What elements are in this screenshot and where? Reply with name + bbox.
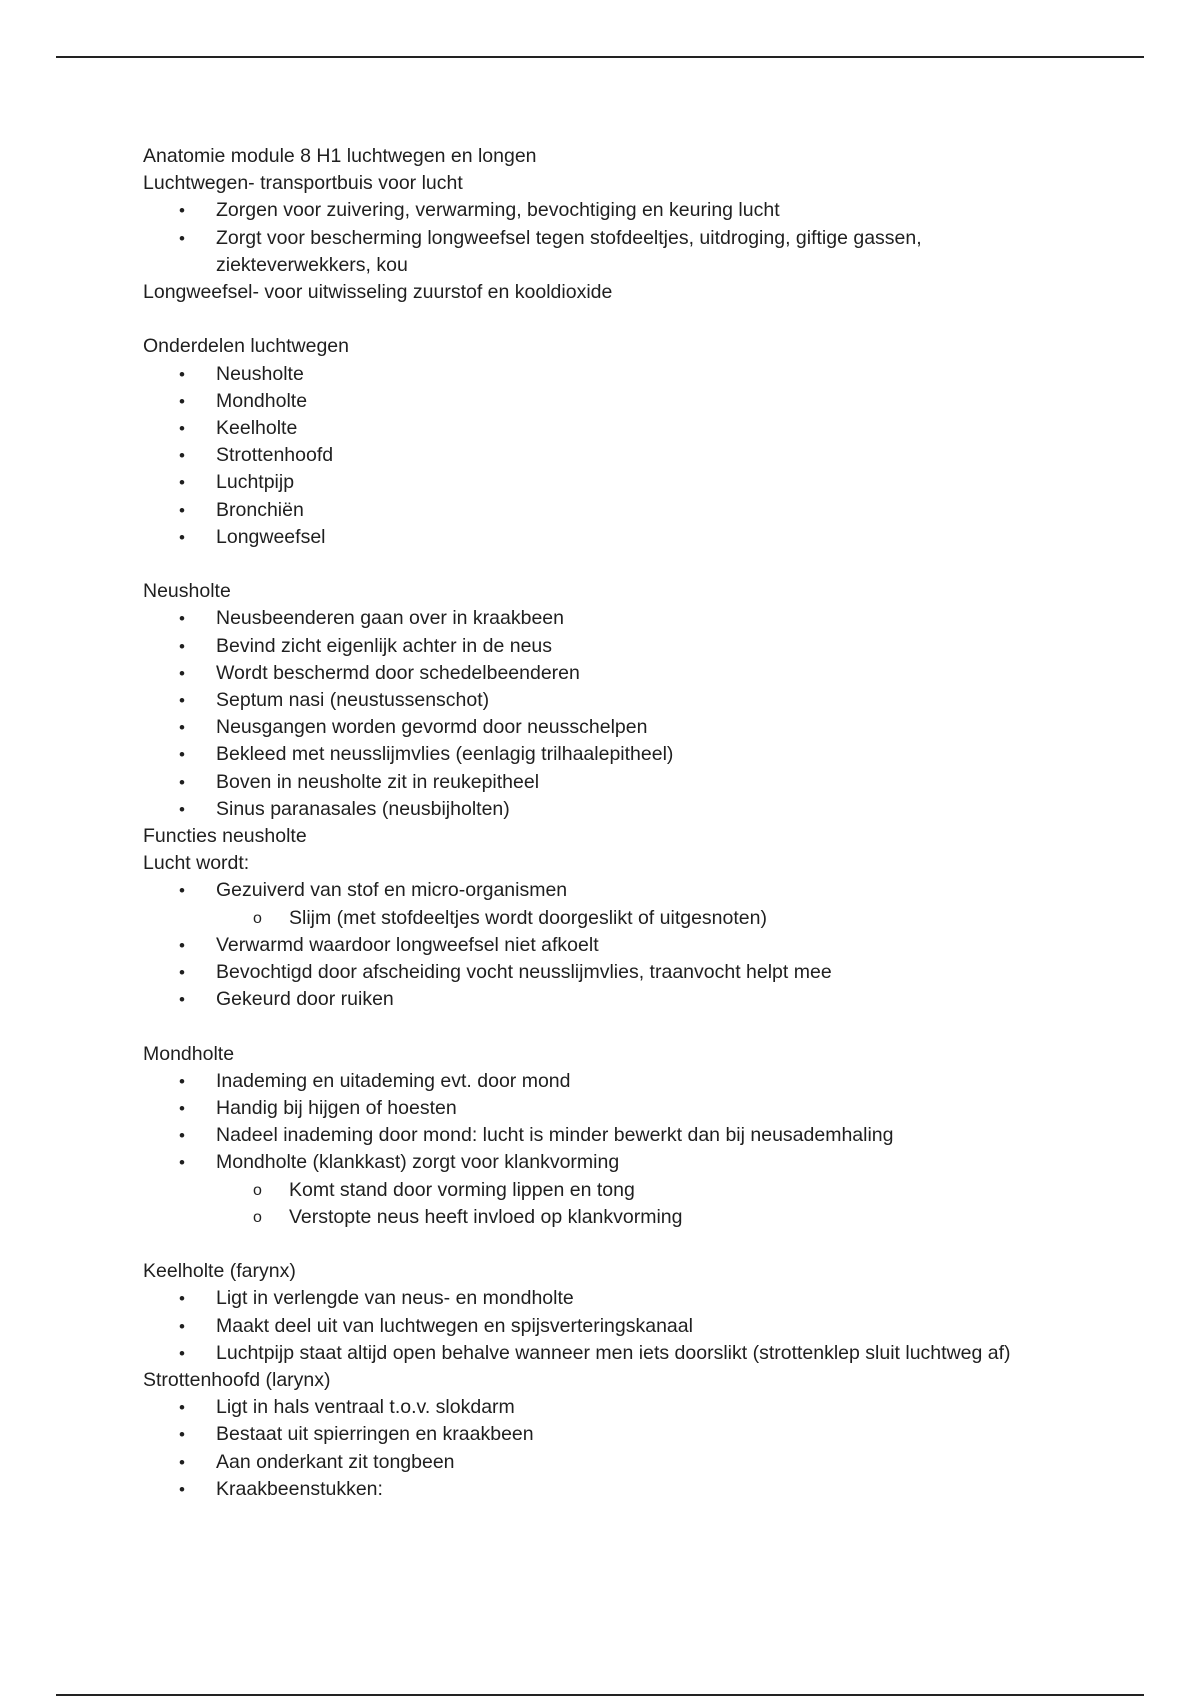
- bullet-text: Gekeurd door ruiken: [216, 988, 394, 1011]
- blank-line: [143, 551, 1043, 578]
- bullet-item: [143, 469, 1043, 496]
- sub-bullet-marker: o: [253, 1208, 262, 1226]
- bullet-item: [143, 1122, 1043, 1149]
- bullet-item: [143, 1421, 1043, 1448]
- bullet-item: [143, 1068, 1043, 1095]
- bullet-marker: •: [179, 1479, 185, 1499]
- bullet-text: Luchtpijp staat altijd open behalve wanneer men iets doorslikt (strottenklep sluit luchtweg af): [216, 1341, 1011, 1364]
- bullet-item: [143, 1095, 1043, 1122]
- bullet-text: Bestaat uit spierringen en kraakbeen: [216, 1423, 534, 1446]
- bullet-marker: •: [179, 881, 185, 901]
- bullet-item: [143, 741, 1043, 768]
- bullet-marker: •: [179, 691, 185, 711]
- bullet-marker: •: [179, 935, 185, 955]
- bullet-text: Kraakbeenstukken:: [216, 1477, 383, 1500]
- bullet-text: Zorgen voor zuivering, verwarming, bevochtiging en keuring lucht: [216, 199, 780, 222]
- bullet-marker: •: [179, 391, 185, 411]
- bullet-text: Aan onderkant zit tongbeen: [216, 1450, 455, 1473]
- bullet-text: Mondholte: [216, 389, 308, 412]
- paragraph: Longweefsel- voor uitwisseling zuurstof en kooldioxide: [143, 281, 613, 304]
- bullet-item: [143, 1149, 1043, 1176]
- bullet-item: [143, 415, 1043, 442]
- sub-bullet-marker: o: [253, 909, 262, 927]
- bullet-item: [143, 197, 1043, 224]
- bullet-text: Boven in neusholte zit in reukepitheel: [216, 770, 540, 793]
- bullet-item: [143, 524, 1043, 551]
- paragraph: Lucht wordt:: [143, 852, 250, 875]
- bullet-marker: •: [179, 473, 185, 493]
- bullet-text: Luchtpijp: [216, 471, 295, 494]
- bullet-text: Inademing en uitademing evt. door mond: [216, 1069, 571, 1092]
- bullet-item: [143, 225, 1043, 279]
- bullet-item: [143, 1313, 1043, 1340]
- bullet-marker: •: [179, 745, 185, 765]
- paragraph: Anatomie module 8 H1 luchtwegen en longen: [143, 145, 537, 167]
- bullet-item: [143, 605, 1043, 632]
- bullet-text: Verstopte neus heeft invloed op klankvorming: [289, 1205, 683, 1228]
- bullet-marker: •: [179, 718, 185, 738]
- bullet-text: Sinus paranasales (neusbijholten): [216, 797, 510, 820]
- bullet-item: [143, 959, 1043, 986]
- bullet-text: Keelholte: [216, 417, 298, 440]
- bullet-text: Maakt deel uit van luchtwegen en spijsverteringskanaal: [216, 1314, 693, 1337]
- paragraph: Neusholte: [143, 580, 231, 603]
- bullet-text: Gezuiverd van stof en micro-organismen: [216, 879, 568, 902]
- bullet-item: [143, 388, 1043, 415]
- bullet-item: [143, 1340, 1043, 1367]
- paragraph: Onderdelen luchtwegen: [143, 335, 349, 358]
- bullet-item: [143, 714, 1043, 741]
- paragraph: Luchtwegen- transportbuis voor lucht: [143, 172, 463, 195]
- paragraph: Mondholte: [143, 1042, 235, 1065]
- sub-bullet-item: [143, 1204, 1043, 1231]
- bullet-text: Handig bij hijgen of hoesten: [216, 1097, 457, 1120]
- bullet-text: Neusholte: [216, 362, 304, 385]
- bullet-marker: •: [179, 636, 185, 656]
- paragraph: Strottenhoofd (larynx): [143, 1369, 331, 1392]
- bullet-item: [143, 932, 1043, 959]
- bullet-item: [143, 633, 1043, 660]
- bullet-marker: •: [179, 799, 185, 819]
- bullet-text: Zorgt voor bescherming longweefsel tegen stofdeeltjes, uitdroging, giftige gassen, ziekteverwekkers, kou: [216, 226, 922, 276]
- bullet-item: [143, 1476, 1043, 1503]
- bullet-text: Wordt beschermd door schedelbeenderen: [216, 661, 580, 684]
- sub-bullet-item: [143, 905, 1043, 932]
- bullet-marker: •: [179, 663, 185, 683]
- bullet-item: [143, 986, 1043, 1013]
- bullet-marker: •: [179, 990, 185, 1010]
- bullet-item: [143, 1449, 1043, 1476]
- sub-bullet-item: [143, 1177, 1043, 1204]
- bullet-text: Verwarmd waardoor longweefsel niet afkoelt: [216, 933, 599, 956]
- bullet-text: Bronchiën: [216, 498, 304, 521]
- bullet-item: [143, 361, 1043, 388]
- bullet-marker: •: [179, 527, 185, 547]
- bullet-marker: •: [179, 1071, 185, 1091]
- bullet-marker: •: [179, 963, 185, 983]
- bullet-marker: •: [179, 364, 185, 384]
- bullet-marker: •: [179, 1289, 185, 1309]
- bullet-marker: •: [179, 201, 185, 221]
- bullet-text: Bevochtigd door afscheiding vocht neusslijmvlies, traanvocht helpt mee: [216, 961, 832, 984]
- bullet-text: Bevind zicht eigenlijk achter in de neus: [216, 634, 553, 657]
- bullet-text: Slijm (met stofdeeltjes wordt doorgeslikt of uitgesnoten): [289, 906, 767, 929]
- bullet-text: Nadeel inademing door mond: lucht is minder bewerkt dan bij neusademhaling: [216, 1124, 894, 1147]
- bullet-text: Septum nasi (neustussenschot): [216, 689, 490, 712]
- paragraph: Keelholte (farynx): [143, 1260, 296, 1283]
- bullet-item: [143, 497, 1043, 524]
- bullet-text: Neusbeenderen gaan over in kraakbeen: [216, 607, 565, 630]
- bullet-item: [143, 769, 1043, 796]
- bullet-marker: •: [179, 446, 185, 466]
- bullet-item: [143, 877, 1043, 904]
- bullet-text: Strottenhoofd: [216, 444, 334, 467]
- sub-bullet-marker: o: [253, 1181, 262, 1199]
- footer-rule: [56, 1694, 1144, 1696]
- bullet-marker: •: [179, 1343, 185, 1363]
- bullet-marker: •: [179, 1452, 185, 1472]
- bullet-marker: •: [179, 1153, 185, 1173]
- bullet-text: Ligt in hals ventraal t.o.v. slokdarm: [216, 1396, 515, 1419]
- bullet-marker: •: [179, 1398, 185, 1418]
- paragraph: Functies neusholte: [143, 825, 307, 848]
- bullet-text: Komt stand door vorming lippen en tong: [289, 1178, 635, 1201]
- bullet-text: Neusgangen worden gevormd door neusschelpen: [216, 716, 648, 739]
- bullet-text: Bekleed met neusslijmvlies (eenlagig trilhaalepitheel): [216, 743, 674, 766]
- document-body: [143, 143, 1043, 1503]
- bullet-marker: •: [179, 228, 185, 248]
- bullet-text: Ligt in verlengde van neus- en mondholte: [216, 1287, 574, 1310]
- bullet-marker: •: [179, 1316, 185, 1336]
- blank-line: [143, 306, 1043, 333]
- bullet-item: [143, 1285, 1043, 1312]
- bullet-item: [143, 687, 1043, 714]
- bullet-item: [143, 660, 1043, 687]
- bullet-text: Mondholte (klankkast) zorgt voor klankvorming: [216, 1151, 620, 1174]
- bullet-text: Longweefsel: [216, 525, 326, 548]
- header-rule: [56, 56, 1144, 58]
- bullet-item: [143, 442, 1043, 469]
- bullet-marker: •: [179, 419, 185, 439]
- bullet-marker: •: [179, 1099, 185, 1119]
- bullet-marker: •: [179, 1126, 185, 1146]
- bullet-marker: •: [179, 772, 185, 792]
- bullet-item: [143, 796, 1043, 823]
- bullet-marker: •: [179, 500, 185, 520]
- blank-line: [143, 1013, 1043, 1040]
- bullet-item: [143, 1394, 1043, 1421]
- blank-line: [143, 1231, 1043, 1258]
- bullet-marker: •: [179, 609, 185, 629]
- bullet-marker: •: [179, 1425, 185, 1445]
